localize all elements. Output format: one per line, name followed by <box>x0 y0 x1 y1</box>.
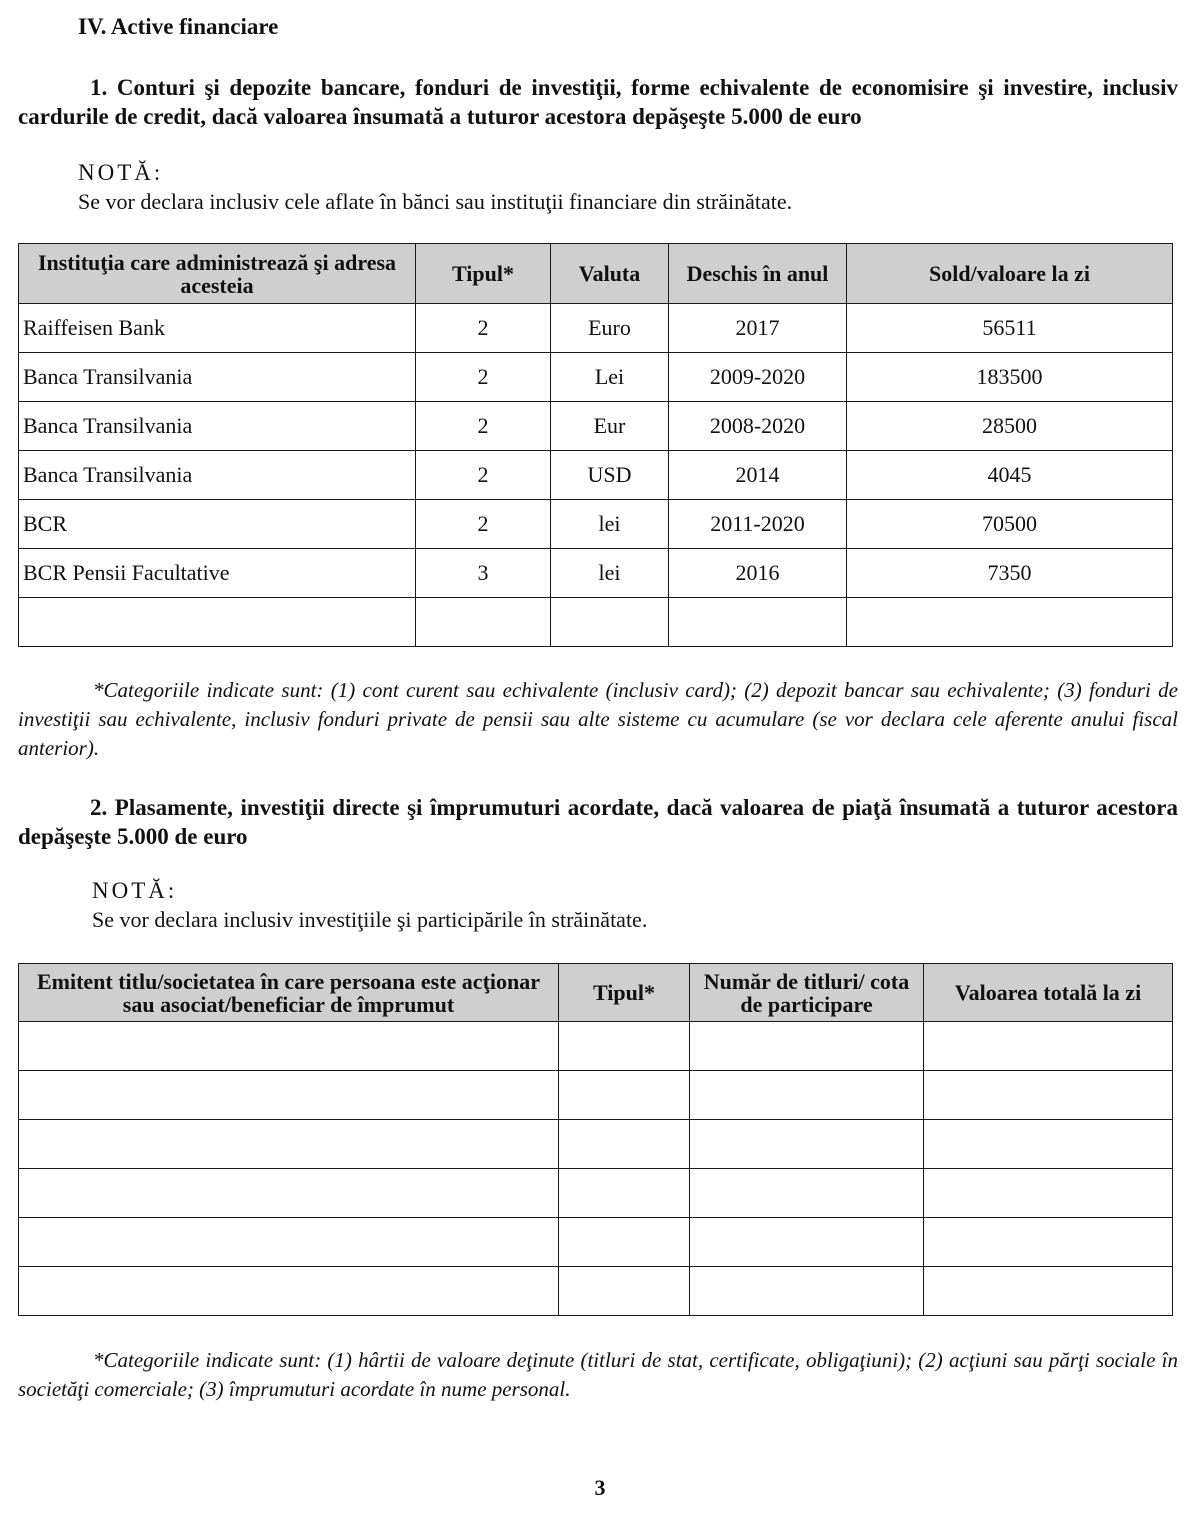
table-row <box>19 549 1173 598</box>
table-header-row <box>19 964 1173 1022</box>
col-header-institutie: Instituţia care administrează şi adresa acesteia <box>19 244 416 304</box>
table-row <box>19 1169 1173 1218</box>
cell-numar <box>690 1071 924 1120</box>
cell-institutie: BCR <box>19 500 416 549</box>
cell-institutie <box>19 598 416 647</box>
cell-tipul <box>559 1071 690 1120</box>
table-row <box>19 451 1173 500</box>
section1-footnote <box>18 676 1178 763</box>
cell-sold <box>847 598 1173 647</box>
bank-accounts-table <box>18 243 1173 647</box>
cell-institutie: Banca Transilvania <box>19 353 416 402</box>
table-row <box>19 500 1173 549</box>
cell-tipul <box>559 1267 690 1316</box>
cell-emitent <box>19 1218 559 1267</box>
cell-emitent <box>19 1267 559 1316</box>
cell-numar <box>690 1120 924 1169</box>
cell-emitent <box>19 1022 559 1071</box>
section1-nota-text: Se vor declara inclusiv cele aflate în bănci sau instituţii financiare din străinătate. <box>78 189 793 214</box>
cell-institutie: Raiffeisen Bank <box>19 304 416 353</box>
cell-tipul: 3 <box>416 549 551 598</box>
cell-valoare <box>924 1071 1173 1120</box>
cell-valoare <box>924 1120 1173 1169</box>
cell-institutie: Banca Transilvania <box>19 402 416 451</box>
col-header-sold: Sold/valoare la zi <box>847 244 1173 304</box>
cell-sold: 56511 <box>847 304 1173 353</box>
cell-anul: 2017 <box>669 304 847 353</box>
cell-valuta: Eur <box>551 402 669 451</box>
cell-anul: 2011-2020 <box>669 500 847 549</box>
cell-sold: 7350 <box>847 549 1173 598</box>
section2-heading-text: 2. Plasamente, investiţii directe şi împrumuturi acordate, dacă valoarea de piaţă însumată a tuturor acestora depăşeşte 5.000 de euro <box>18 795 1178 849</box>
cell-institutie: BCR Pensii Facultative <box>19 549 416 598</box>
section2-nota-text: Se vor declara inclusiv investiţiile şi participările în străinătate. <box>92 907 648 932</box>
cell-tipul <box>416 598 551 647</box>
cell-numar <box>690 1218 924 1267</box>
section2-nota-label: NOTĂ: <box>92 878 178 903</box>
col-header-tipul: Tipul* <box>416 244 551 304</box>
section-title: IV. Active financiare <box>78 14 279 39</box>
section1-footnote-text: *Categoriile indicate sunt: (1) cont curent sau echivalente (inclusiv card); (2) depozit bancar sau echivalente; (3) fonduri de investiţii sau echivalente, inclusiv fonduri private de pensii sau alte sisteme cu acumulare (se vor declara cele aferente anului fiscal anterior). <box>18 678 1178 760</box>
cell-tipul: 2 <box>416 402 551 451</box>
col-header-tipul: Tipul* <box>559 964 690 1022</box>
cell-valoare <box>924 1169 1173 1218</box>
cell-valuta: lei <box>551 549 669 598</box>
cell-institutie: Banca Transilvania <box>19 451 416 500</box>
col-header-valoare: Valoarea totală la zi <box>924 964 1173 1022</box>
cell-emitent <box>19 1169 559 1218</box>
table-row <box>19 1071 1173 1120</box>
table-row <box>19 1120 1173 1169</box>
cell-emitent <box>19 1120 559 1169</box>
col-header-numar: Număr de titluri/ cota de participare <box>690 964 924 1022</box>
cell-valuta: Euro <box>551 304 669 353</box>
cell-tipul <box>559 1218 690 1267</box>
cell-anul: 2009-2020 <box>669 353 847 402</box>
cell-anul: 2014 <box>669 451 847 500</box>
cell-tipul: 2 <box>416 304 551 353</box>
cell-anul: 2016 <box>669 549 847 598</box>
cell-tipul: 2 <box>416 500 551 549</box>
col-header-emitent: Emitent titlu/societatea în care persoana este acţionar sau asociat/beneficiar de împrumut <box>19 964 559 1022</box>
cell-anul: 2008-2020 <box>669 402 847 451</box>
cell-sold: 4045 <box>847 451 1173 500</box>
cell-valuta <box>551 598 669 647</box>
table-row <box>19 1267 1173 1316</box>
cell-valoare <box>924 1267 1173 1316</box>
page-number: 3 <box>594 1475 606 1500</box>
table-header-row <box>19 244 1173 304</box>
cell-tipul <box>559 1022 690 1071</box>
cell-emitent <box>19 1071 559 1120</box>
col-header-anul: Deschis în anul <box>669 244 847 304</box>
cell-anul <box>669 598 847 647</box>
table-row <box>19 598 1173 647</box>
section2-footnote-text: *Categoriile indicate sunt: (1) hârtii de valoare deţinute (titluri de stat, certificate, obligaţiuni); (2) acţiuni sau părţi sociale în societăţi comerciale; (3) împrumuturi acordate în nume personal. <box>18 1348 1178 1401</box>
table-row <box>19 1022 1173 1071</box>
cell-tipul: 2 <box>416 451 551 500</box>
cell-valuta: lei <box>551 500 669 549</box>
cell-valuta: Lei <box>551 353 669 402</box>
table-row <box>19 402 1173 451</box>
cell-numar <box>690 1022 924 1071</box>
cell-valoare <box>924 1218 1173 1267</box>
cell-numar <box>690 1267 924 1316</box>
cell-sold: 28500 <box>847 402 1173 451</box>
section1-heading-text: 1. Conturi şi depozite bancare, fonduri de investiţii, forme echivalente de economisire şi investire, inclusiv cardurile de credit, dacă valoarea însumată a tuturor acestora depăşeşte 5.000 de euro <box>18 75 1178 129</box>
cell-tipul: 2 <box>416 353 551 402</box>
table-row <box>19 1218 1173 1267</box>
cell-tipul <box>559 1169 690 1218</box>
investments-table <box>18 963 1173 1316</box>
table-row <box>19 304 1173 353</box>
cell-sold: 183500 <box>847 353 1173 402</box>
section2-footnote <box>18 1346 1178 1404</box>
cell-numar <box>690 1169 924 1218</box>
section1-heading <box>18 73 1178 131</box>
table-row <box>19 353 1173 402</box>
cell-tipul <box>559 1120 690 1169</box>
cell-valoare <box>924 1022 1173 1071</box>
cell-valuta: USD <box>551 451 669 500</box>
col-header-valuta: Valuta <box>551 244 669 304</box>
cell-sold: 70500 <box>847 500 1173 549</box>
section2-heading <box>18 793 1178 851</box>
section1-nota-label: NOTĂ: <box>78 160 164 185</box>
